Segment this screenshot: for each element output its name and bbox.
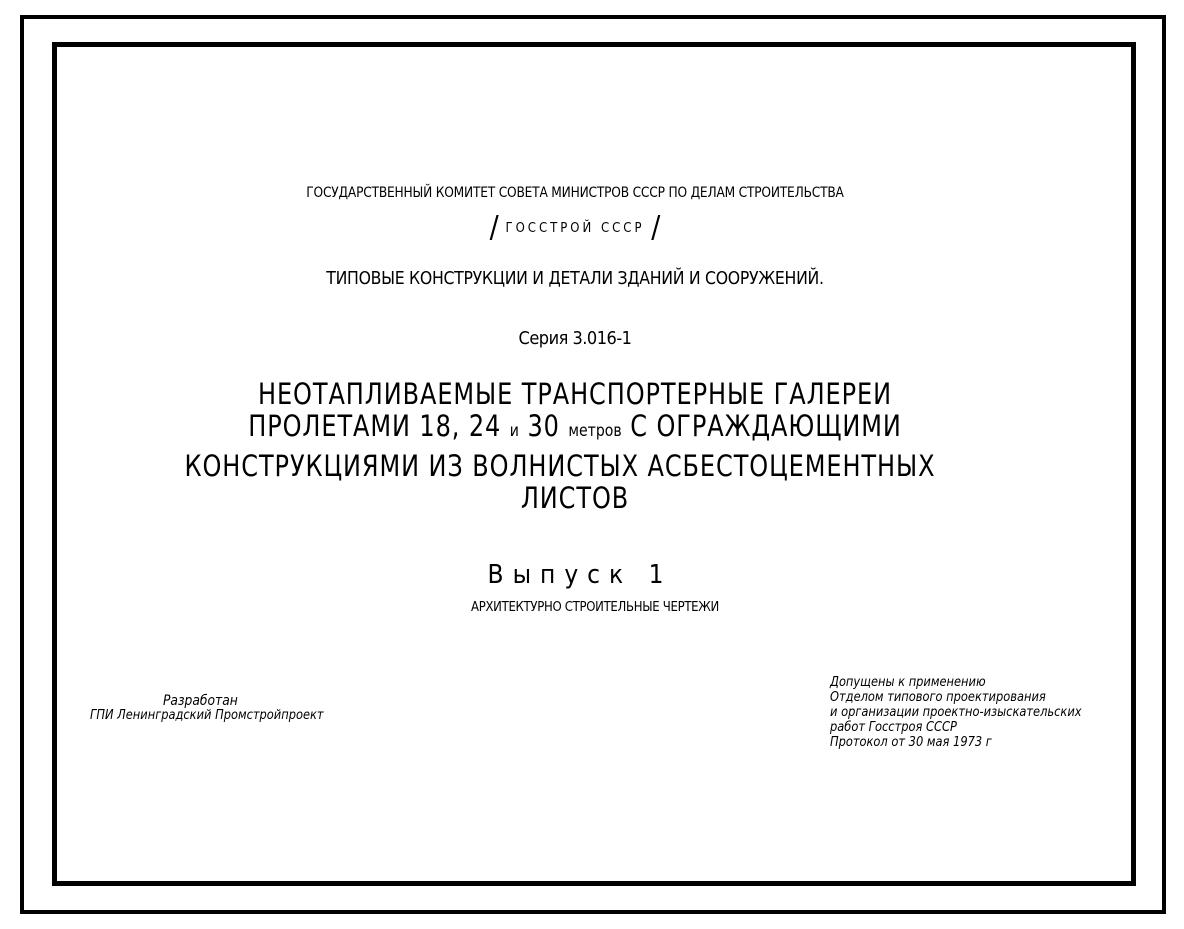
series-label: Серия 3.016-1 bbox=[518, 328, 632, 349]
gosstroy-open-slash: / bbox=[489, 210, 499, 245]
title-line-2-and: и bbox=[509, 421, 519, 441]
approval-line: и организации проектно-изыскательских bbox=[830, 705, 1082, 720]
gosstroy-heading bbox=[430, 210, 720, 245]
title-line-1: НЕОТАПЛИВАЕМЫЕ ТРАНСПОРТЕРНЫЕ ГАЛЕРЕИ bbox=[258, 377, 892, 411]
approval-line: Протокол от 30 мая 1973 г bbox=[830, 735, 992, 750]
approval-line: Допущены к применению bbox=[830, 675, 986, 690]
gosstroy-label: ГОССТРОЙ СССР bbox=[505, 221, 645, 236]
gosstroy-close-slash: / bbox=[651, 210, 661, 245]
drawings-subtitle: АРХИТЕКТУРНО СТРОИТЕЛЬНЫЕ ЧЕРТЕЖИ bbox=[471, 600, 719, 615]
title-line-3: КОНСТРУКЦИЯМИ ИЗ ВОЛНИСТЫХ АСБЕСТОЦЕМЕНТНЫХ bbox=[184, 449, 936, 483]
committee-heading: ГОСУДАРСТВЕННЫЙ КОМИТЕТ СОВЕТА МИНИСТРОВ СССР ПО ДЕЛАМ СТРОИТЕЛЬСТВА bbox=[306, 185, 844, 201]
title-line-2-part-c: С ОГРАЖДАЮЩИМИ bbox=[621, 409, 902, 443]
developer-label: Разработан bbox=[163, 693, 238, 709]
title-line-2-meters: метров bbox=[568, 421, 622, 441]
developer-org: ГПИ Ленинградский Промстройпроект bbox=[90, 708, 324, 723]
collection-heading: ТИПОВЫЕ КОНСТРУКЦИИ И ДЕТАЛИ ЗДАНИЙ И СООРУЖЕНИЙ. bbox=[326, 268, 824, 289]
title-line-2-part-a: ПРОЛЕТАМИ 18, 24 bbox=[248, 409, 510, 443]
title-line-2-part-b: 30 bbox=[518, 409, 569, 443]
approval-block bbox=[830, 675, 1116, 750]
approval-line: Отделом типового проектирования bbox=[830, 690, 1046, 705]
title-line-4: ЛИСТОВ bbox=[520, 481, 630, 515]
approval-line: работ Госстроя СССР bbox=[830, 720, 957, 735]
title-line-2 bbox=[166, 410, 985, 447]
issue-label: Выпуск 1 bbox=[487, 560, 673, 590]
